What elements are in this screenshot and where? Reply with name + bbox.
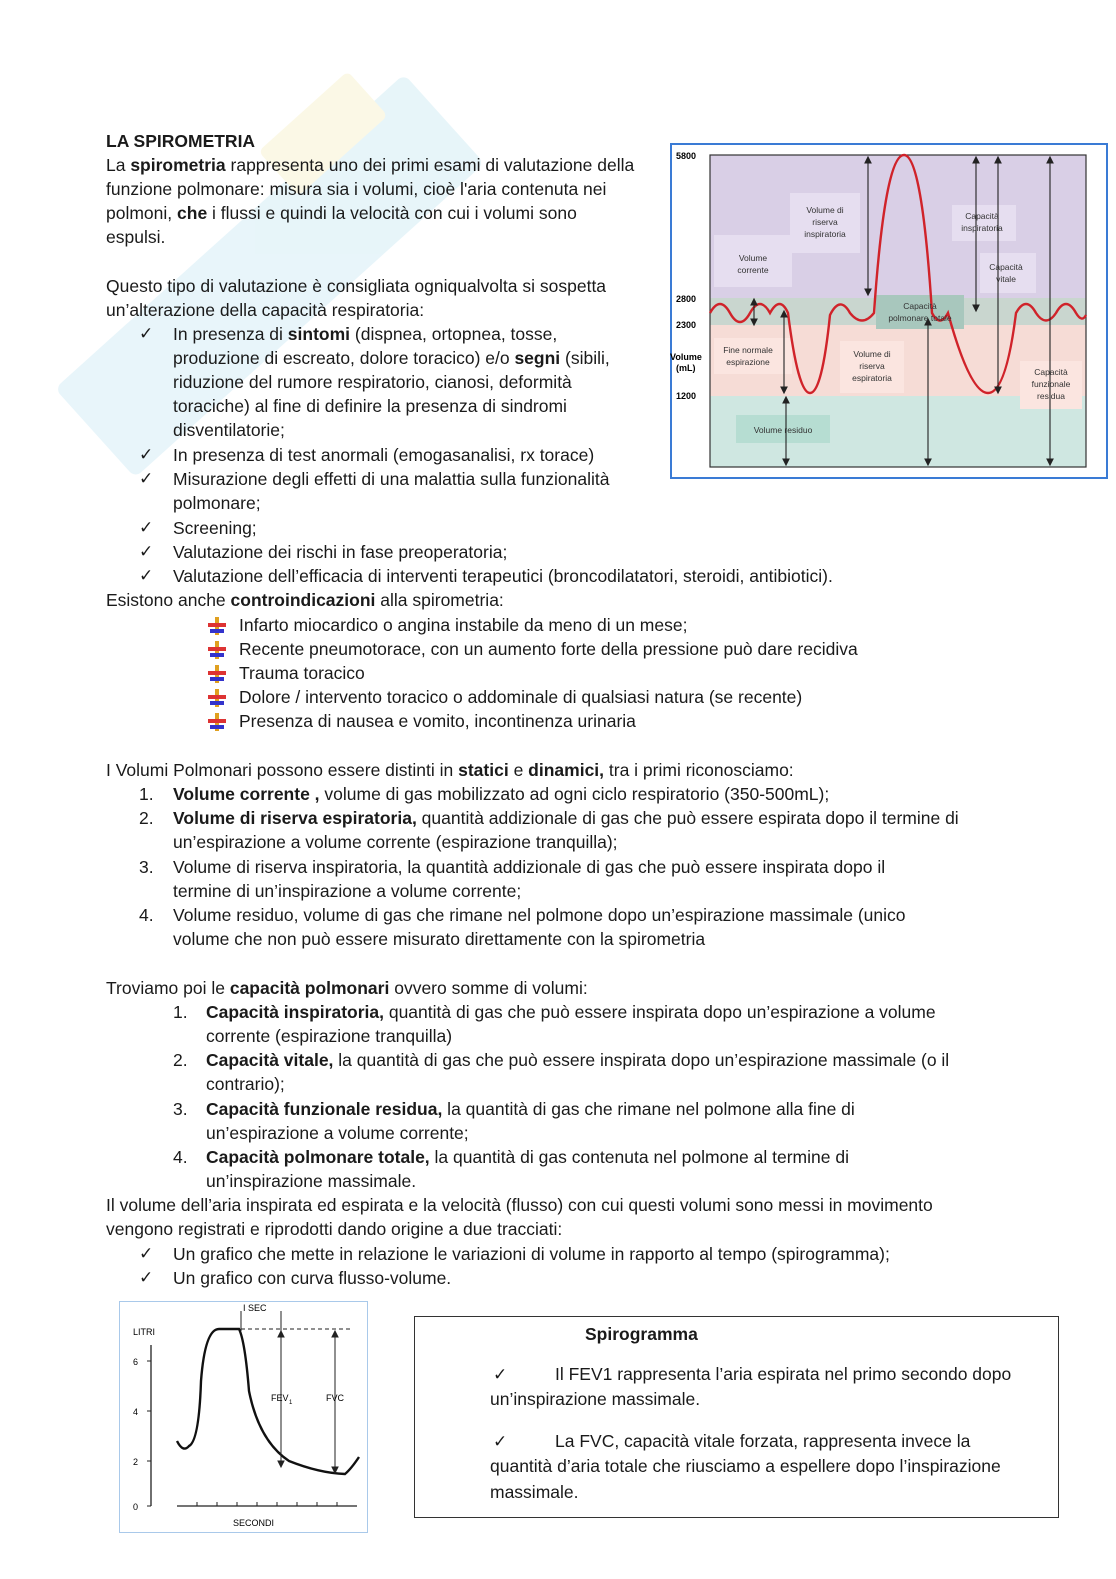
label-fne: Fine normale <box>723 345 773 355</box>
label-fne: espirazione <box>726 357 770 367</box>
y-tick: 2800 <box>676 294 697 304</box>
y-axis-title: Volume <box>670 352 702 362</box>
p2-line-2: un’alterazione della capacità respiratoria: <box>106 300 425 320</box>
bullet-1-line-5: disventilatorie; <box>173 420 285 440</box>
bullet-1-line-4: toraciche) al fine di definire la presenza di sindromi <box>173 396 567 416</box>
capacita-intro: Troviamo poi le capacità polmonari ovvero somme di volumi: <box>106 978 588 998</box>
label-ci: inspiratoria <box>961 223 1003 233</box>
capacita-item-3-line-1: Capacità funzionale residua, la quantità di gas che rimane nel polmone alla fine di <box>206 1099 855 1119</box>
capacita-item-4-line-1: Capacità polmonare totale, la quantità di gas contenuta nel polmone al termine di <box>206 1147 849 1167</box>
spirogram-chart <box>119 1301 368 1533</box>
label-cfr: residua <box>1037 391 1065 401</box>
flag-bullet-icon <box>208 641 226 659</box>
bullet-2: In presenza di test anormali (emogasanalisi, rx torace) <box>173 445 595 465</box>
capacita-item-1-line-1: Capacità inspiratoria, quantità di gas che può essere inspirata dopo un’espirazione a volume <box>206 1002 936 1022</box>
list-number: 3. <box>173 1099 188 1119</box>
volume-item-2-line-1: Volume di riserva espiratoria, quantità addizionale di gas che può essere espirata dopo il termine di <box>173 808 959 828</box>
contra-item-5: Presenza di nausea e vomito, incontinenza urinaria <box>239 711 636 731</box>
intro-line-2: funzione polmonare: misura sia i volumi, cioè l'aria contenuta nei <box>106 179 607 199</box>
volume-item-2-line-2: un’espirazione a volume corrente (espirazione tranquilla); <box>173 832 618 852</box>
flag-bullet-icon <box>208 713 226 731</box>
flag-bullet-icon <box>208 617 226 635</box>
volume-item-4-line-2: volume che non può essere misurato direttamente con la spirometria <box>173 929 706 949</box>
label-cfr: funzionale <box>1031 379 1071 389</box>
intro-line-3: polmoni, che i flussi e quindi la velocità con cui i volumi sono <box>106 203 577 223</box>
y-tick: 2300 <box>676 320 697 330</box>
bullet-3-line-2: polmonare; <box>173 493 261 513</box>
volumi-intro: I Volumi Polmonari possono essere distinti in statici e dinamici, tra i primi riconosciamo: <box>106 760 794 780</box>
label-volume-corrente: Volume <box>738 253 768 263</box>
capacita-item-2-line-2: contrario); <box>206 1074 285 1094</box>
capacita-item-1-line-2: corrente (espirazione tranquilla) <box>206 1026 453 1046</box>
label-cv: Capacità <box>989 262 1023 272</box>
check-icon: ✓ <box>139 1244 154 1263</box>
fvc-label: FVC <box>326 1393 344 1403</box>
intro-line-4: espulsi. <box>106 227 166 247</box>
box-p1-line-1: Il FEV1 rappresenta l’aria espirata nel primo secondo dopo <box>555 1364 1012 1384</box>
volume-item-4-line-1: Volume residuo, volume di gas che rimane nel polmone dopo un’espirazione massimale (unico <box>173 905 906 925</box>
tracciati-line-1: Il volume dell’aria inspirata ed espirata e la velocità (flusso) con cui questi volumi sono messi in movimento <box>106 1195 933 1215</box>
bullet-6: Valutazione dell’efficacia di interventi terapeutici (broncodilatatori, steroidi, antibiotici). <box>173 566 833 586</box>
bullet-1-line-3: riduzione del rumore respiratorio, cianosi, deformità <box>173 372 572 392</box>
check-icon: ✓ <box>493 1365 508 1384</box>
bullet-5: Valutazione dei rischi in fase preoperatoria; <box>173 542 508 562</box>
check-icon: ✓ <box>139 566 154 585</box>
label-vri: Volume di <box>806 205 844 215</box>
check-icon: ✓ <box>493 1432 508 1451</box>
one-second-label: I SEC <box>243 1303 267 1313</box>
check-icon: ✓ <box>139 542 154 561</box>
contra-intro: Esistono anche controindicazioni alla spirometria: <box>106 590 504 610</box>
box-title: Spirogramma <box>585 1324 698 1344</box>
lung-volumes-diagram <box>670 143 1108 479</box>
y-axis-title: (mL) <box>676 363 696 373</box>
volume-item-3-line-1: Volume di riserva inspiratoria, la quantità addizionale di gas che può essere inspirata dopo il <box>173 857 886 877</box>
page-title: LA SPIROMETRIA <box>106 131 256 151</box>
label-volume-residuo: Volume residuo <box>753 425 813 435</box>
capacita-item-3-line-2: un’espirazione a volume corrente; <box>206 1123 469 1143</box>
capacita-item-4-line-2: un’inspirazione massimale. <box>206 1171 417 1191</box>
label-volume-corrente: corrente <box>737 265 769 275</box>
list-number: 3. <box>139 857 154 877</box>
fev1-subscript: 1 <box>289 1400 293 1406</box>
list-number: 4. <box>139 905 154 925</box>
list-number: 1. <box>173 1002 188 1022</box>
bullet-1-line-2: produzione di escreato, dolore toracico) e/o segni (sibili, <box>173 348 610 368</box>
contra-item-1: Infarto miocardico o angina instabile da meno di un mese; <box>239 615 688 635</box>
y-axis-label: LITRI <box>133 1327 156 1337</box>
flag-bullet-icon <box>208 689 226 707</box>
label-vre: riserva <box>859 361 885 371</box>
bullet-1-line-1: In presenza di sintomi (dispnea, ortopnea, tosse, <box>173 324 558 344</box>
box-p1-line-2: un’inspirazione massimale. <box>490 1389 701 1409</box>
tracciati-line-2: vengono registrati e riprodotti dando origine a due tracciati: <box>106 1219 563 1239</box>
p2-line-1: Questo tipo di valutazione è consigliata ogniqualvolta si sospetta <box>106 276 607 296</box>
bullet-3-line-1: Misurazione degli effetti di una malattia sulla funzionalità <box>173 469 610 489</box>
label-cfr: Capacità <box>1034 367 1068 377</box>
list-number: 1. <box>139 784 154 804</box>
capacita-item-2-line-1: Capacità vitale, la quantità di gas che può essere inspirata dopo un’espirazione massimale (o il <box>206 1050 950 1070</box>
bullet-4: Screening; <box>173 518 257 538</box>
label-cpt: polmonare totale <box>888 313 952 323</box>
label-vri: inspiratoria <box>804 229 846 239</box>
box-p2-line-1: La FVC, capacità vitale forzata, rappresenta invece la <box>555 1431 971 1451</box>
x-axis-label: SECONDI <box>233 1518 275 1528</box>
label-vri: riserva <box>812 217 838 227</box>
list-number: 2. <box>139 808 154 828</box>
label-ci: Capacità <box>965 211 999 221</box>
intro-line-1: La spirometria rappresenta uno dei primi esami di valutazione della <box>106 155 635 175</box>
check-icon: ✓ <box>139 445 154 464</box>
fev1-label: FEV <box>271 1393 289 1403</box>
spirogramma-box <box>414 1316 1059 1518</box>
list-number: 2. <box>173 1050 188 1070</box>
y-tick: 1200 <box>676 391 697 401</box>
label-vre: Volume di <box>853 349 891 359</box>
check-icon: ✓ <box>139 469 154 488</box>
y-tick: 5800 <box>676 151 697 161</box>
label-cv: vitale <box>996 274 1016 284</box>
label-cpt: Capacità <box>903 301 937 311</box>
contra-item-4: Dolore / intervento toracico o addominale di qualsiasi natura (se recente) <box>239 687 803 707</box>
volume-item-3-line-2: termine di un’inspirazione a volume corrente; <box>173 881 522 901</box>
list-number: 4. <box>173 1147 188 1167</box>
y-tick: 2 <box>133 1457 139 1467</box>
flag-bullet-icon <box>208 665 226 683</box>
box-p2-line-3: massimale. <box>490 1482 579 1502</box>
volume-item-1: Volume corrente , volume di gas mobilizzato ad ogni ciclo respiratorio (350-500mL); <box>173 784 830 804</box>
tracciati-bullet-1: Un grafico che mette in relazione le variazioni di volume in rapporto al tempo (spirogramma); <box>173 1244 890 1264</box>
y-tick: 0 <box>133 1502 139 1512</box>
contra-item-2: Recente pneumotorace, con un aumento forte della pressione può dare recidiva <box>239 639 858 659</box>
tracciati-bullet-2: Un grafico con curva flusso-volume. <box>173 1268 452 1288</box>
check-icon: ✓ <box>139 518 154 537</box>
check-icon: ✓ <box>139 1268 154 1287</box>
y-tick: 6 <box>133 1357 139 1367</box>
label-vre: espiratoria <box>852 373 892 383</box>
contra-item-3: Trauma toracico <box>239 663 365 683</box>
label-box <box>980 253 1036 293</box>
label-box <box>714 338 792 374</box>
check-icon: ✓ <box>139 324 154 343</box>
box-p2-line-2: quantità d’aria totale che riusciamo a espellere dopo l’inspirazione <box>490 1456 1001 1476</box>
y-tick: 4 <box>133 1407 139 1417</box>
